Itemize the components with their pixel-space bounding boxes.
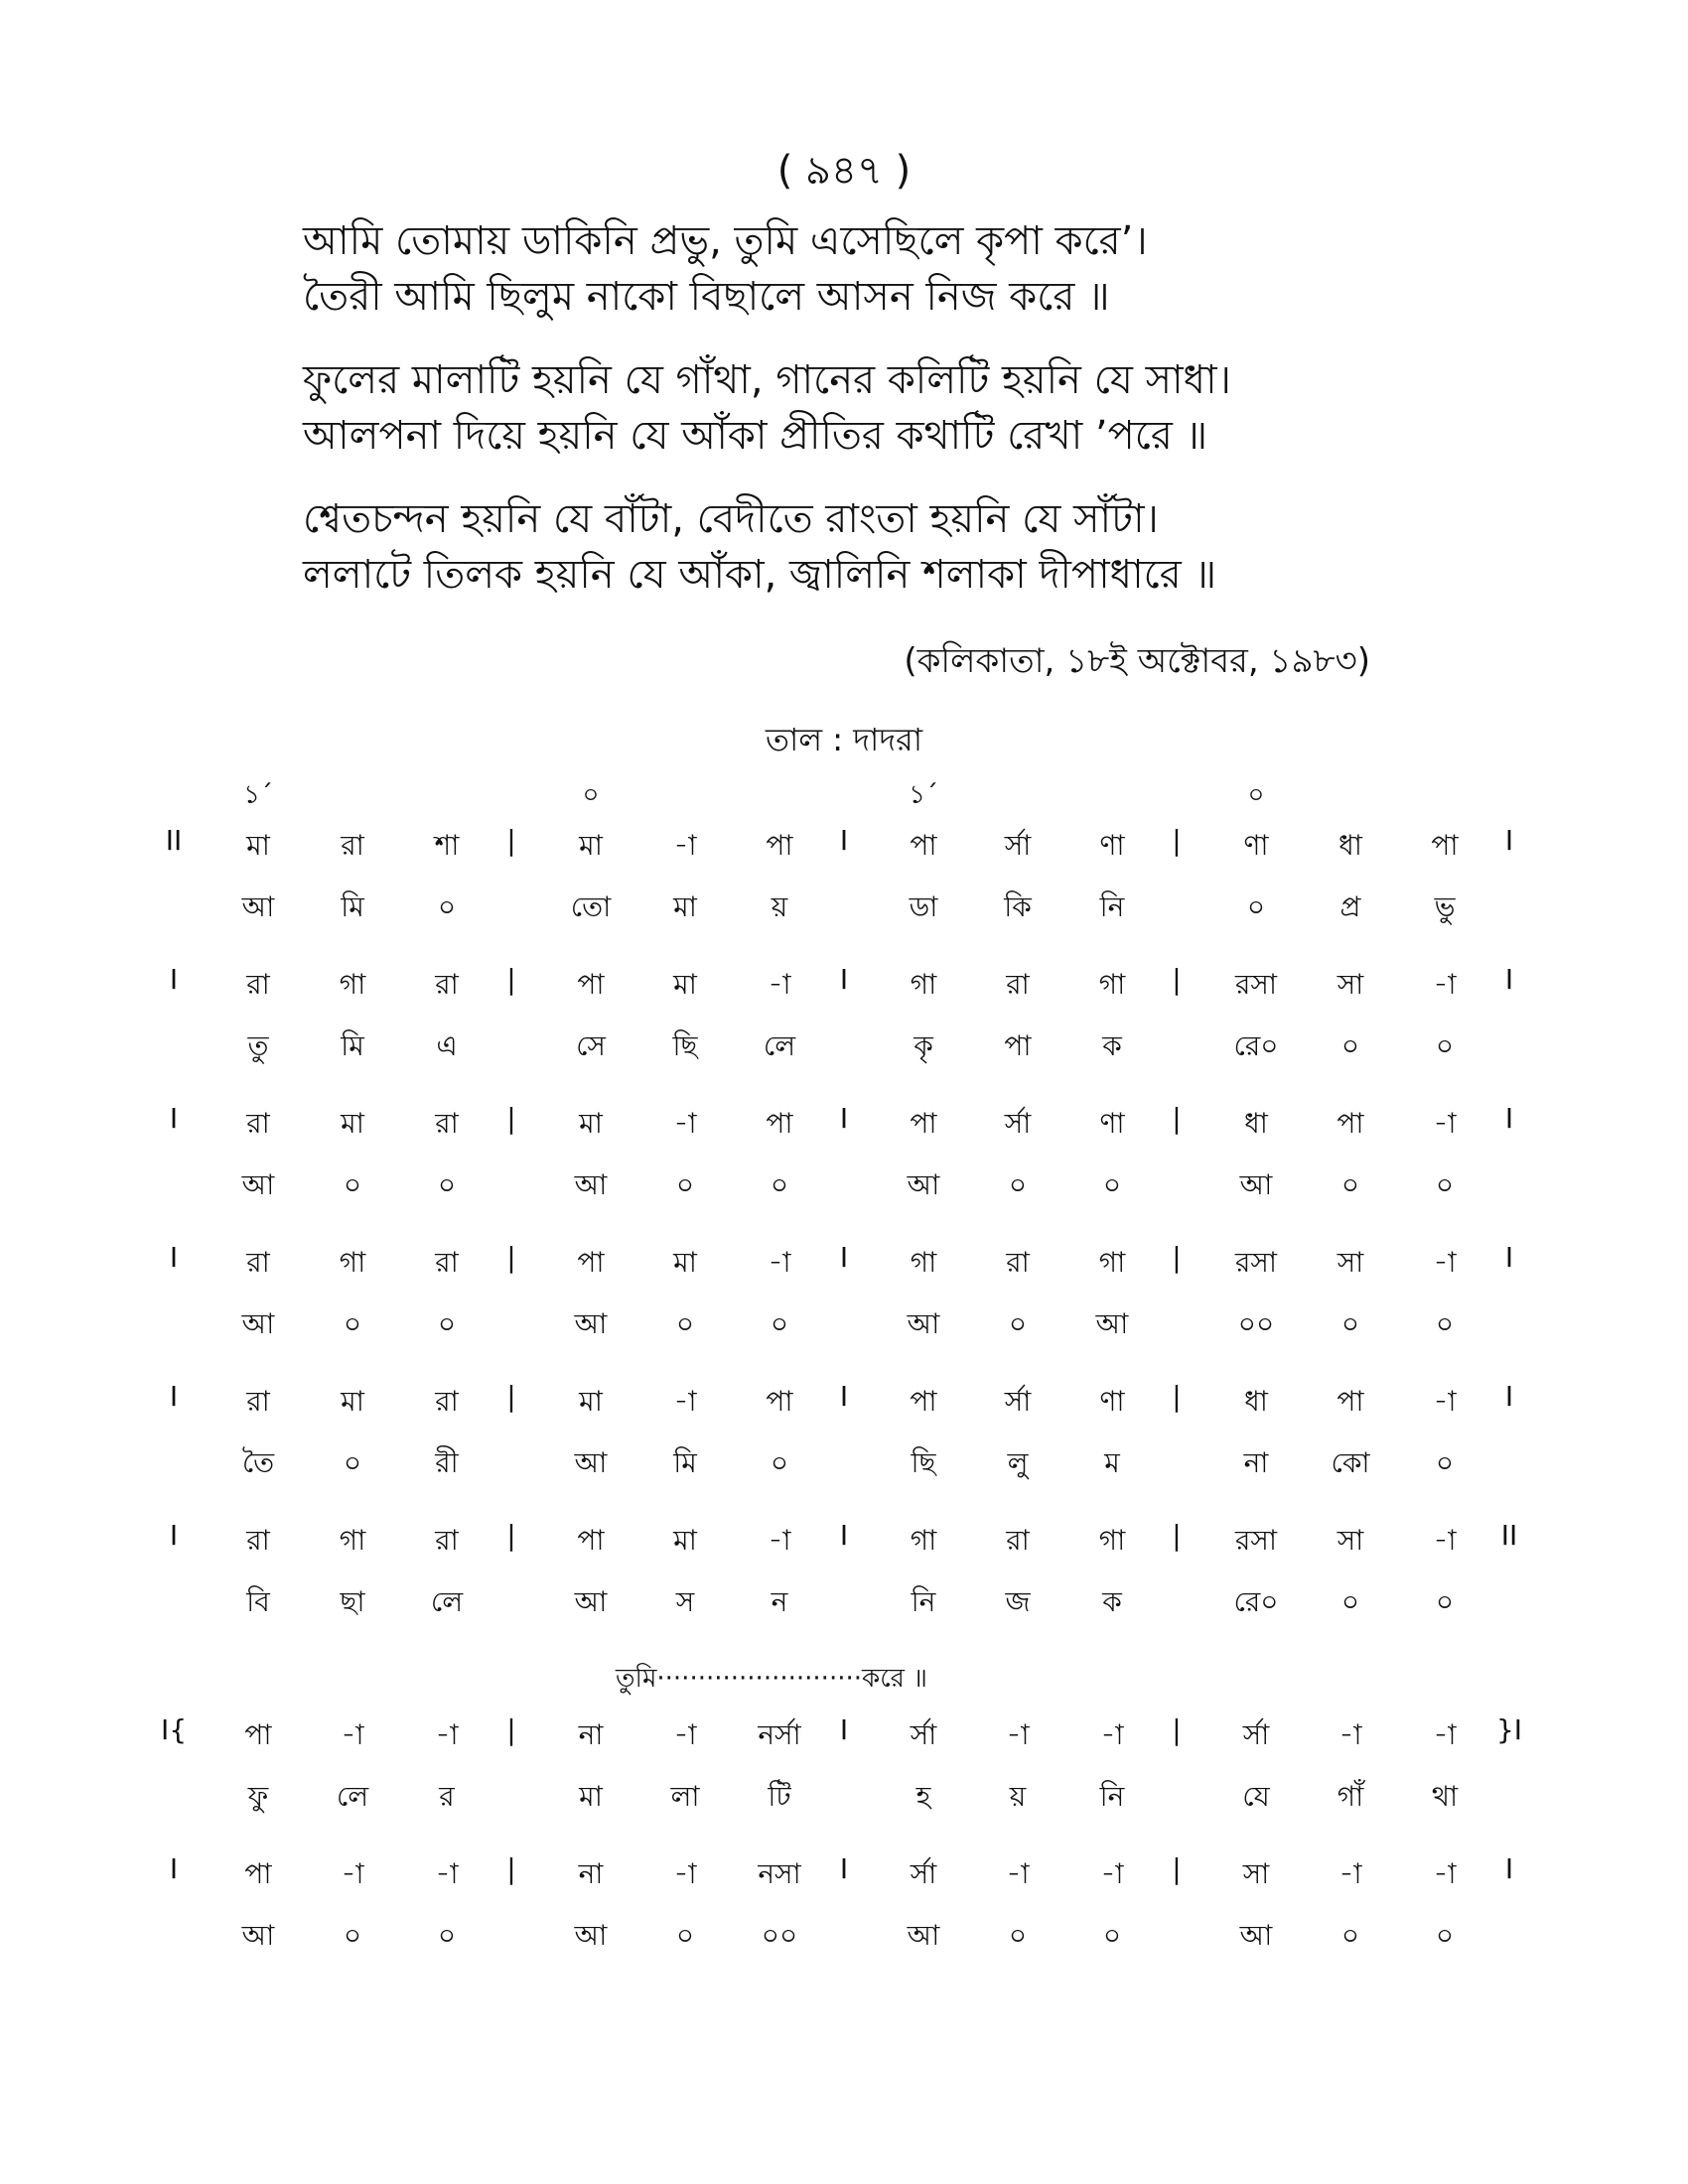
swara-note: গা — [910, 1246, 937, 1279]
swara-note: পা — [910, 829, 937, 862]
swara-note: -া — [435, 1718, 459, 1751]
syllable: ০ — [1340, 1029, 1360, 1062]
dateline: (কলিকাতা, ১৮ই অক্টোবর, ১৯৮৩) — [904, 641, 1370, 681]
swara-note: পা — [766, 1385, 793, 1418]
lyric-line: ফুলের মালাটি হয়নি যে গাঁথা, গানের কলিটি হয়নি যে সাধা। — [303, 357, 1231, 403]
syllable: আ — [241, 890, 275, 923]
swara-note: র্সা — [910, 1718, 937, 1751]
swara-note: গা — [339, 1246, 366, 1279]
syllable: য় — [771, 890, 788, 923]
syllable: যে — [1242, 1780, 1270, 1813]
swara-row — [149, 963, 1559, 1024]
bar-line: I — [169, 1519, 179, 1552]
swara-row — [149, 1713, 1559, 1775]
swara-note: রা — [1006, 968, 1030, 1001]
syllable: ছা — [340, 1585, 365, 1618]
bar-line: I{ — [160, 1713, 188, 1746]
lyric-line: ললাটে তিলক হয়নি যে আঁকা, জ্বালিনি শলাকা দীপাধারে ॥ — [303, 552, 1217, 598]
swara-note: -া — [768, 1246, 791, 1279]
swara-note: পা — [577, 1524, 605, 1557]
swara-note: মা — [673, 1246, 697, 1279]
syllable: নি — [1099, 1780, 1125, 1813]
syllable: তৈ — [241, 1446, 275, 1479]
syllable: ০ — [1008, 1307, 1028, 1340]
syllable: ছি — [672, 1029, 698, 1062]
syllable: গাঁ — [1336, 1780, 1364, 1813]
syllable: রে০ — [1233, 1585, 1279, 1618]
tala-heading: তাল : দাদরা — [765, 721, 923, 758]
lyrics-block — [303, 213, 1445, 630]
swara-note: না — [578, 1718, 604, 1751]
syllable: আ — [907, 1307, 940, 1340]
syllable: ০ — [1246, 890, 1266, 923]
syllable: হ — [915, 1780, 931, 1813]
swara-note: -া — [435, 1857, 459, 1890]
syllable: আ — [574, 1307, 608, 1340]
bar-line: II — [165, 824, 183, 857]
swara-note: ণা — [1243, 829, 1269, 862]
swara-note: পা — [244, 1718, 272, 1751]
swara-note: সা — [1336, 1246, 1364, 1279]
swara-note: -া — [1433, 1718, 1457, 1751]
swara-row — [149, 1380, 1559, 1441]
swara-note: পা — [1336, 1107, 1364, 1140]
syllable: ০ — [1435, 1168, 1455, 1201]
swara-note: -া — [1433, 1107, 1457, 1140]
syllable-row — [149, 1024, 1559, 1102]
syllable: নি — [1099, 890, 1125, 923]
bar-line: I — [839, 1102, 849, 1135]
stanza-2 — [303, 352, 1445, 464]
swara-row — [149, 1852, 1559, 1914]
syllable: লে — [336, 1780, 369, 1813]
swara-note: সা — [1336, 968, 1364, 1001]
bar-line: I — [839, 1519, 849, 1552]
swara-note: -া — [673, 1107, 697, 1140]
swara-note: গা — [910, 968, 937, 1001]
bar-line: I — [839, 824, 849, 857]
swara-note: রসা — [1234, 1524, 1278, 1557]
bar-line: | — [506, 1852, 516, 1885]
bar-line: I — [1504, 1241, 1514, 1274]
syllable: তো — [570, 890, 612, 923]
syllable: ডা — [909, 890, 938, 923]
syllable: আ — [907, 1168, 940, 1201]
swara-note: গা — [339, 968, 366, 1001]
syllable-row — [149, 1580, 1559, 1658]
swara-note: -া — [341, 1857, 364, 1890]
syllable: আ — [1095, 1307, 1129, 1340]
syllable: থা — [1431, 1780, 1459, 1813]
swara-note: -া — [1433, 1246, 1457, 1279]
swara-note: গা — [1098, 1524, 1126, 1557]
syllable: ০ — [343, 1919, 362, 1952]
swara-note: গা — [339, 1524, 366, 1557]
syllable: বি — [246, 1585, 270, 1618]
bar-line: | — [506, 1380, 516, 1413]
swara-note: ধা — [1338, 829, 1362, 862]
swara-note: রা — [435, 1246, 459, 1279]
syllable: ০ — [1435, 1585, 1455, 1618]
swara-note: পা — [1431, 829, 1459, 862]
syllable: ছি — [911, 1446, 936, 1479]
swara-note: -া — [1100, 1718, 1124, 1751]
lyric-line: শ্বেতচন্দন হয়নি যে বাঁটা, বেদীতে রাংতা হয়নি যে সাঁটা। — [303, 496, 1159, 542]
swara-note: -া — [673, 1385, 697, 1418]
swara-note: মা — [341, 1385, 364, 1418]
bar-line: | — [1172, 963, 1182, 996]
swara-note: না — [578, 1857, 604, 1890]
syllable: জ — [1005, 1585, 1031, 1618]
syllable: আ — [907, 1919, 940, 1952]
stanza-1 — [303, 213, 1445, 325]
syllable: ০ — [1435, 1446, 1455, 1479]
syllable: রে০ — [1233, 1029, 1279, 1062]
swara-note: ণা — [1099, 829, 1125, 862]
syllable: ০ — [1340, 1919, 1360, 1952]
syllable: নি — [911, 1585, 936, 1618]
swara-note: রা — [246, 968, 270, 1001]
swara-note: -া — [1433, 1857, 1457, 1890]
bar-line: I — [169, 1380, 179, 1413]
syllable: ন — [771, 1585, 788, 1618]
syllable: ০ — [770, 1168, 789, 1201]
bar-line: I — [839, 1713, 849, 1746]
bar-line: | — [1172, 1852, 1182, 1885]
syllable: য় — [1009, 1780, 1027, 1813]
bar-line: | — [506, 824, 516, 857]
swara-note: ধা — [1244, 1385, 1268, 1418]
bar-line: | — [506, 1241, 516, 1274]
syllable: ০ — [1102, 1919, 1122, 1952]
syllable: আ — [241, 1307, 275, 1340]
lyric-line: আমি তোমায় ডাকিনি প্রভু, তুমি এসেছিলে কৃপা করে’। — [303, 218, 1148, 264]
lyric-line: তৈরী আমি ছিলুম নাকো বিছালে আসন নিজ করে ॥ — [303, 274, 1110, 320]
swara-note: নর্সা — [758, 1718, 801, 1751]
syllable: স — [675, 1585, 695, 1618]
swara-note: -া — [1433, 968, 1457, 1001]
bar-line: I — [839, 963, 849, 996]
swara-note: পা — [910, 1385, 937, 1418]
swara-note: মা — [579, 829, 603, 862]
syllable: ০ — [1435, 1919, 1455, 1952]
swara-note: নসা — [758, 1857, 801, 1890]
page-number: ( ৯৪৭ ) — [776, 148, 912, 194]
syllable: আ — [1239, 1168, 1273, 1201]
bar-line: | — [1172, 1241, 1182, 1274]
swara-note: পা — [1336, 1385, 1364, 1418]
syllable: লে — [430, 1585, 464, 1618]
swara-row — [149, 1102, 1559, 1163]
bar-line: | — [1172, 1519, 1182, 1552]
syllable: মা — [673, 890, 697, 923]
swara-note: -া — [1100, 1857, 1124, 1890]
syllable: ০ — [1008, 1168, 1028, 1201]
swara-note: র্সা — [1242, 1718, 1270, 1751]
bar-line: I — [1504, 824, 1514, 857]
syllable: ০ — [675, 1168, 695, 1201]
swara-note: রসা — [1234, 1246, 1278, 1279]
beat-mark: ১´ — [243, 780, 273, 810]
lyric-line: আলপনা দিয়ে হয়নি যে আঁকা প্রীতির কথাটি রেখা ’পরে ॥ — [303, 413, 1208, 459]
syllable: ভু — [1434, 890, 1456, 923]
syllable: ০ — [1435, 1029, 1455, 1062]
swara-note: মা — [341, 1107, 364, 1140]
syllable: ০ — [437, 1307, 457, 1340]
beat-mark: ১´ — [909, 780, 938, 810]
bar-line: }I — [1495, 1713, 1523, 1746]
bar-line: I — [839, 1852, 849, 1885]
syllable: ০ — [437, 1919, 457, 1952]
syllable: ০ — [1435, 1307, 1455, 1340]
bar-line: | — [506, 1102, 516, 1135]
syllable: মি — [673, 1446, 697, 1479]
swara-note: পা — [910, 1107, 937, 1140]
syllable: কৃ — [914, 1029, 933, 1062]
syllable: সে — [576, 1029, 606, 1062]
syllable: ০ — [770, 1446, 789, 1479]
bar-line: | — [1172, 824, 1182, 857]
syllable: ০ — [675, 1307, 695, 1340]
swara-note: পা — [244, 1857, 272, 1890]
syllable-row — [149, 1914, 1559, 1991]
swara-row — [149, 1519, 1559, 1580]
syllable: আ — [574, 1446, 608, 1479]
bar-line: | — [1172, 1713, 1182, 1746]
syllable: ০ — [1340, 1585, 1360, 1618]
syllable: প্র — [1339, 890, 1361, 923]
syllable: আ — [574, 1919, 608, 1952]
beat-mark: ০ — [582, 780, 600, 810]
swara-note: রা — [246, 1524, 270, 1557]
syllable: কি — [1004, 890, 1032, 923]
swara-note: -া — [1338, 1857, 1362, 1890]
syllable-row — [149, 1775, 1559, 1852]
swara-note: মা — [246, 829, 270, 862]
swara-note: পা — [766, 829, 793, 862]
swara-note: -া — [768, 1524, 791, 1557]
swara-note: পা — [766, 1107, 793, 1140]
syllable: ০ — [343, 1307, 362, 1340]
syllable-row — [149, 886, 1559, 963]
beat-mark-row — [149, 774, 1559, 824]
bar-line: I — [839, 1380, 849, 1413]
bar-line: I — [169, 1241, 179, 1274]
syllable: ক — [1102, 1029, 1122, 1062]
swara-note: র্সা — [1004, 1107, 1032, 1140]
swara-note: র্সা — [1004, 1385, 1032, 1418]
syllable: ০ — [343, 1446, 362, 1479]
syllable: র — [439, 1780, 455, 1813]
syllable: ০ — [1102, 1168, 1122, 1201]
syllable: ফু — [247, 1780, 269, 1813]
syllable: মা — [579, 1780, 603, 1813]
swara-note: সা — [1242, 1857, 1270, 1890]
syllable: না — [1243, 1446, 1269, 1479]
syllable: ০০ — [761, 1919, 798, 1952]
swara-note: র্সা — [910, 1857, 937, 1890]
syllable: পা — [1004, 1029, 1032, 1062]
bar-line: I — [169, 1102, 179, 1135]
swara-note: -া — [673, 1718, 697, 1751]
swara-note: -া — [1433, 1385, 1457, 1418]
bar-line: I — [1504, 1380, 1514, 1413]
syllable: আ — [241, 1919, 275, 1952]
swara-note: রা — [435, 1385, 459, 1418]
syllable: আ — [241, 1168, 275, 1201]
swara-note: রসা — [1234, 968, 1278, 1001]
swara-row — [149, 824, 1559, 886]
syllable: কো — [1331, 1446, 1370, 1479]
syllable: ০ — [1340, 1307, 1360, 1340]
swara-note: ধা — [1244, 1107, 1268, 1140]
syllable: আ — [1239, 1919, 1273, 1952]
syllable: আ — [574, 1168, 608, 1201]
swara-note: -া — [1006, 1857, 1030, 1890]
swara-note: রা — [341, 829, 364, 862]
bar-line: | — [1172, 1380, 1182, 1413]
swara-note: র্সা — [1004, 829, 1032, 862]
swara-note: -া — [673, 829, 697, 862]
syllable: রী — [435, 1446, 459, 1479]
swara-note: মা — [673, 1524, 697, 1557]
swara-note: ণা — [1099, 1107, 1125, 1140]
swara-note: রা — [246, 1385, 270, 1418]
beat-mark: ০ — [1247, 780, 1265, 810]
swara-note: শা — [434, 829, 460, 862]
syllable: ০ — [1008, 1919, 1028, 1952]
swara-row — [149, 1241, 1559, 1302]
bar-line: | — [506, 963, 516, 996]
syllable: ম — [1104, 1446, 1120, 1479]
syllable: ০ — [437, 890, 457, 923]
swara-note: গা — [1098, 1246, 1126, 1279]
bar-line: I — [1504, 963, 1514, 996]
swara-note: পা — [577, 1246, 605, 1279]
swara-note: রা — [435, 968, 459, 1001]
bar-line: | — [506, 1519, 516, 1552]
bar-line: I — [169, 963, 179, 996]
swara-note: মা — [579, 1385, 603, 1418]
swara-note: পা — [577, 968, 605, 1001]
syllable: ক — [1102, 1585, 1122, 1618]
syllable-row — [149, 1302, 1559, 1380]
bar-line: | — [506, 1713, 516, 1746]
syllable: ০ — [675, 1919, 695, 1952]
refrain-text: তুমি·························করে ॥ — [616, 1664, 927, 1694]
swara-note: সা — [1336, 1524, 1364, 1557]
swara-note: রা — [1006, 1524, 1030, 1557]
bar-line: I — [1504, 1102, 1514, 1135]
stanza-3 — [303, 491, 1445, 603]
syllable: এ — [436, 1029, 458, 1062]
swara-note: রা — [435, 1524, 459, 1557]
refrain-line — [149, 1658, 1559, 1713]
syllable: লা — [670, 1780, 700, 1813]
bar-line: I — [169, 1852, 179, 1885]
swara-note: রা — [435, 1107, 459, 1140]
syllable: মি — [341, 1029, 364, 1062]
swara-note: -া — [1006, 1718, 1030, 1751]
swara-note: গা — [910, 1524, 937, 1557]
swara-note: -া — [673, 1857, 697, 1890]
swara-note: মা — [673, 968, 697, 1001]
swara-note: রা — [246, 1246, 270, 1279]
swara-note: ণা — [1099, 1385, 1125, 1418]
bar-line: I — [839, 1241, 849, 1274]
syllable-row — [149, 1441, 1559, 1519]
syllable: আ — [574, 1585, 608, 1618]
syllable: লে — [763, 1029, 796, 1062]
syllable: ০ — [1340, 1168, 1360, 1201]
swara-note: রা — [246, 1107, 270, 1140]
syllable: তু — [247, 1029, 269, 1062]
swara-note: গা — [1098, 968, 1126, 1001]
swara-note: -া — [1338, 1718, 1362, 1751]
syllable: ০ — [437, 1168, 457, 1201]
swara-note: -া — [1433, 1524, 1457, 1557]
syllable: ০ — [343, 1168, 362, 1201]
syllable: টি — [768, 1780, 791, 1813]
notation-block — [149, 774, 1559, 1991]
syllable: ০০ — [1237, 1307, 1275, 1340]
bar-line: I — [1504, 1852, 1514, 1885]
syllable: ০ — [770, 1307, 789, 1340]
syllable: লু — [1007, 1446, 1029, 1479]
bar-line: II — [1500, 1519, 1518, 1552]
syllable-row — [149, 1163, 1559, 1241]
swara-note: -া — [341, 1718, 364, 1751]
syllable: মি — [341, 890, 364, 923]
swara-note: মা — [579, 1107, 603, 1140]
swara-note: -া — [768, 968, 791, 1001]
swara-note: রা — [1006, 1246, 1030, 1279]
bar-line: | — [1172, 1102, 1182, 1135]
